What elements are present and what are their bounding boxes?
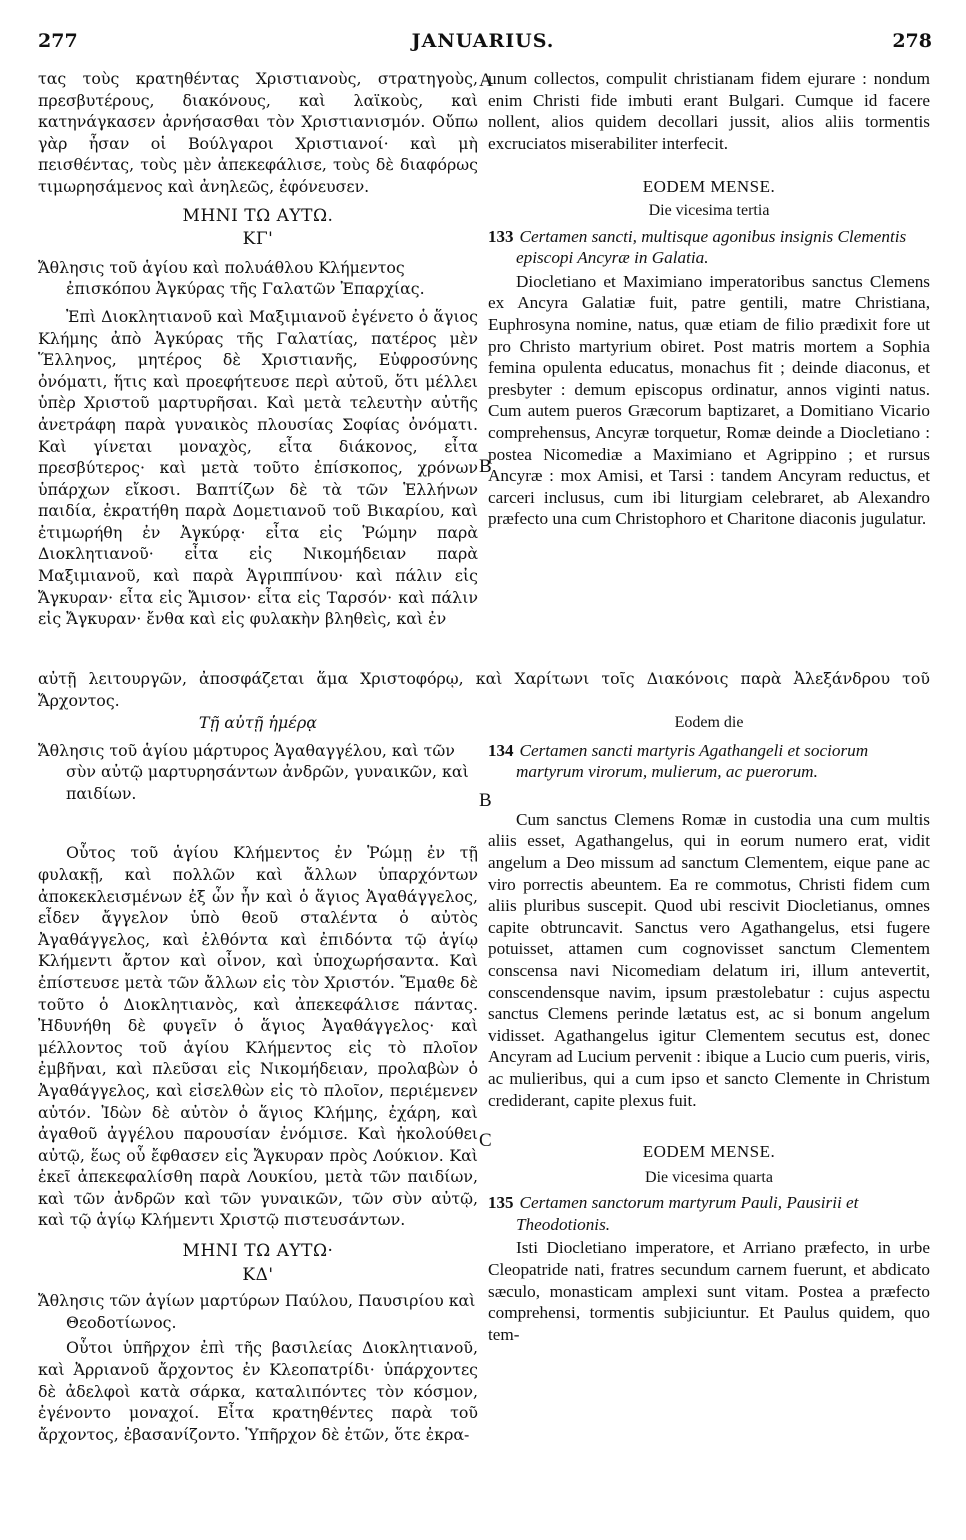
greek-intro: τας τοὺς κρατηθέντας Χριστιανοὺς, στρατηγοὺς, πρεσβυτέρους, διακόνους, καὶ λαϊκοὺς, καὶ κατηνάγκασεν ἀρνήσασθαι τὸν Χριστιανισμόν. Οὔπω γὰρ ἦσαν οἱ Βούλγαροι Χριστιανοί· καὶ μὴ πεισθέντας, τοὺς μὲν ἀπεκεφάλισε, τοὺς δὲ διαφόρως τιμωρησάμενος καὶ ἀνηλεῶς, ἐφόνευσεν.: [38, 69, 478, 196]
greek-title-3: Ἄθλησις τῶν ἁγίων μαρτύρων Παύλου, Παυσιρίου καὶ Θεοδοτίωνος.: [38, 1291, 476, 1332]
greek-body-1-continuation: αὐτῇ λειτουργῶν, ἀποσφάζεται ἅμα Χριστοφόρῳ, καὶ Χαρίτωνι τοῖς Διακόνοις παρὰ Ἀλεξάνδρου τοῦ Ἄρχοντος.: [38, 669, 930, 710]
greek-column-top: [38, 68, 478, 630]
latin-day-heading-1: Die vicesima tertia: [648, 201, 770, 219]
latin-body-1: Diocletiano et Maximiano imperatoribus sanctus Clemens ex Ancyra Galatiæ fuit, patre gentili, matre Christiana, Euphrosyna nomine, natus, quæ etiam de filio prædixit fore ut pro Christo martyrium obiret. Post matris mortem a Sophia femina opulenta educatus, monachus fit ; deinde diaconus, et presbyter : demum episcopus ordinatur, annos viginti natus. Cum autem pueros Græcorum baptizaret, a Domitiano Vicario comprehensus, Ancyræ torquetur, Romæ deinde a Diocletiano : postea Nicomediæ a Maximiano et Agrippino ; et rursus Ancyræ : mox Amisi, et Tarsi : tandem Ancyram reductus, et carceri inclusus, cum ibi liturgiam celebraret, ab Alexandro præfecto una cum Christophoro et Charitone diaconis jugulatur.: [488, 271, 930, 529]
page-header: [0, 30, 966, 60]
greek-day-heading-2: ΚΔ': [242, 1264, 274, 1285]
latin-title-3: [488, 1192, 930, 1235]
latin-title-2: [488, 740, 930, 783]
running-title: JANUARIUS.: [411, 30, 555, 52]
greek-day-heading-1: ΚΓ': [242, 229, 274, 250]
entry-number-134: 134: [488, 740, 514, 760]
latin-day-heading-2: Die vicesima quarta: [645, 1168, 773, 1186]
greek-month-heading-2: ΜΗΝΙ ΤΩ ΑΥΤΩ·: [182, 1241, 334, 1262]
latin-title-3-text: Certamen sanctorum martyrum Pauli, Pausirii et Theodotionis.: [516, 1193, 859, 1234]
greek-body-3: Οὗτοι ὑπῆρχον ἐπὶ τῆς βασιλείας Διοκλητιανοῦ, καὶ Ἀρριανοῦ ἄρχοντος ἐν Κλεοπατρίδι· ὑπάρχοντες δὲ ἀδελφοὶ κατὰ σάρκα, καταλιπόντες τὸν κόσμον, ἐγένοντο μοναχοί. Εἶτα κρατηθέντες παρὰ τοῦ ἄρχοντος, ἐβασανίζοντο. Ὑπῆρχον δὲ ἐτῶν, ὅτε ἐκρα-: [38, 1338, 478, 1444]
greek-body-1: Ἐπὶ Διοκλητιανοῦ καὶ Μαξιμιανοῦ ἐγένετο ὁ ἅγιος Κλήμης ἀπὸ Ἀγκύρας τῆς Γαλατίας, πατέρος μὲν Ἕλληνος, μητέρος δὲ Χριστιανῆς, Εὐφροσύνης ὀνόματι, ἥτις καὶ προεφήτευσε περὶ αὐτοῦ, ὅτι μέλλει ὑπὲρ Χριστοῦ μαρτυρῆσαι. Καὶ μετὰ τελευτὴν αὐτῆς ἀνετράφη παρὰ γυναικὸς πλουσίας Σοφίας ὀνόματι. Καὶ γίνεται μοναχὸς, εἶτα διάκονος, εἶτα πρεσβύτερος· καὶ μετὰ τοῦτο ἐπίσκοπος, χρόνων ὑπάρχων εἴκοσι. Βαπτίζων δὲ τὰ τῶν Ἑλλήνων παιδία, ἐκρατήθη παρὰ Δομετιανοῦ τοῦ Βικαρίου, καὶ ἐτιμωρήθη ἐν Ἀγκύρᾳ· εἶτα εἰς Ῥώμην παρὰ Διοκλητιανοῦ· εἶτα εἰς Νικομήδειαν παρὰ Μαξιμιανοῦ, καὶ παρὰ Ἀγριππίνου· καὶ πάλιν εἰς Ἄγκυραν· εἶτα εἰς Ἄμισον· εἶτα εἰς Ταρσόν· καὶ πάλιν εἰς Ἄγκυραν· ἔνθα καὶ εἰς φυλακὴν βληθεὶς, καὶ ἐν: [38, 306, 478, 629]
page-number-right: 278: [892, 30, 932, 52]
entry-number-135: 135: [488, 1193, 514, 1213]
latin-month-heading-1: EODEM MENSE.: [642, 177, 776, 197]
greek-body-2: Οὗτος τοῦ ἁγίου Κλήμεντος ἐν Ῥώμῃ ἐν τῇ φυλακῇ, καὶ πολλῶν καὶ ἄλλων ὑπαρχόντων ἀποκεκλεισμένων ἐξ ὧν ἦν καὶ ὁ ἅγιος Ἀγαθάγγελος, εἶδεν ἄγγελον ὑπὸ θεοῦ σταλέντα ὁ αὐτὸς Ἀγαθάγγελος, καὶ ἐλθόντα καὶ ἐπιδόντα τῷ ἁγίῳ Κλήμεντι ἄρτον καὶ οἶνον, καὶ ὑποχωρήσαντα. Καὶ ἐπίστευσε μετὰ τῶν ἄλλων εἰς τὸν Χριστόν. Ἔμαθε δὲ τοῦτο ὁ Διοκλητιανὸς, καὶ ἀπεκεφάλισε πάντας. Ἠδυνήθη δὲ φυγεῖν ὁ ἅγιος Ἀγαθάγγελος· καὶ μέλλοντος τοῦ ἁγίου Κλήμεντος εἰς τὸ πλοῖον ἐμβῆναι, καὶ πλεῦσαι εἰς Νικομήδειαν, προλαβὼν ὁ Ἀγαθάγγελος, καὶ εἰσελθὼν εἰς τὸ πλοῖον, περιέμενεν αὐτόν. Ἰδὼν δὲ αὐτὸν ὁ ἅγιος Κλήμης, ἐχάρη, καὶ ἀγαθοῦ ἀγγέλου παρουσίαν ἐνόμισε. Καὶ ἠκολούθει αὐτῷ, ἕως οὗ ἔφθασεν εἰς Ἄγκυραν πρὸς Λούκιον. Καὶ ἐκεῖ ἀπεκεφαλίσθη παρὰ Λουκίου, μετὰ τῶν παιδίων, καὶ τῶν ἀνδρῶν καὶ τῶν γυναικῶν, τῶν σὺν αὐτῷ, καὶ τῷ ἁγίῳ Κλήμεντι Χριστῷ πιστευσάντων.: [38, 843, 478, 1230]
entry-number-133: 133: [488, 226, 514, 246]
latin-body-3: Isti Diocletiano imperatore, et Arriano præfecto, in urbe Cleopatride nati, fratres secundum carnem fuerunt, et abdicato sæculo, monasticam amplexi sunt vitam. Postea a præfecto comprehensi, tormentis subjiciuntur. Et Paulus quidem, quo tem-: [488, 1238, 930, 1344]
margin-mark-c: C: [479, 1130, 492, 1151]
latin-column-middle: [488, 712, 930, 1345]
greek-column-middle: [38, 712, 478, 1445]
latin-month-heading-2: EODEM MENSE.: [642, 1142, 776, 1162]
margin-mark-b: B: [479, 456, 492, 477]
greek-day-same-heading: Τῇ αὐτῇ ἡμέρᾳ: [198, 713, 318, 732]
latin-title-1: [488, 226, 930, 269]
latin-body-2: Cum sanctus Clemens Romæ in custodia una cum multis aliis esset, Agathangelus, qui in eorum numero erat, vidit angelum a Deo missum ad sanctum Clementem, eique pane ac viro porrectis abeuntem. Ea re commotus, Christi fidem cum aliis pluribus suscepit. Quod ubi rescivit Diocletianus, omnes capite obtruncavit. Sanctus vero Agathangelus, etsi fugere potuisset, attamen cum cognovisset sanctum Clementem conscensa navi Nicomediam delatum iri, illum antevertit, conscendensque navim, ipsum præstolebatur : cujus aspectu sanctus Clemens perinde lætatus est, ac si bonum angelum vidisset. Agathangelus igitur Clementem secutus est, donec Ancyram ad Lucium pervenit : ibique a Lucio cum pueris, viris, ac mulieribus, qui a cum ipso et sancto Clemente in Christum crediderant, capite plexus fuit.: [488, 809, 930, 1110]
latin-intro: unum collectos, compulit christianam fidem ejurare : nondum enim Christi fide imbuti erant Bulgari. Cumque id facere nollent, alios quidem decollari jussit, alios aliis tormentis excruciatos miserabiliter interfecit.: [488, 69, 930, 153]
margin-mark-a: A: [479, 70, 493, 91]
greek-title-2: Ἄθλησις τοῦ ἁγίου μάρτυρος Ἀγαθαγγέλου, καὶ τῶν σὺν αὐτῷ μαρτυρησάντων ἀνδρῶν, γυναικῶν, καὶ παιδίων.: [38, 740, 469, 803]
latin-day-same-heading: Eodem die: [674, 714, 744, 731]
latin-title-1-text: Certamen sancti, multisque agonibus insignis Clementis episcopi Ancyræ in Galatia.: [516, 226, 907, 268]
page-number-left: 277: [38, 30, 78, 52]
greek-title-1: Ἄθλησις τοῦ ἁγίου καὶ πολυάθλου Κλήμεντος ἐπισκόπου Ἀγκύρας τῆς Γαλατῶν Ἐπαρχίας.: [38, 257, 425, 299]
latin-column-top: [488, 68, 930, 530]
margin-mark-b2: B: [479, 790, 492, 811]
greek-month-heading-1: ΜΗΝΙ ΤΩ ΑΥΤΩ.: [182, 205, 334, 226]
latin-title-2-text: Certamen sancti martyris Agathangeli et sociorum martyrum virorum, mulierum, ac puerorum.: [516, 740, 869, 782]
